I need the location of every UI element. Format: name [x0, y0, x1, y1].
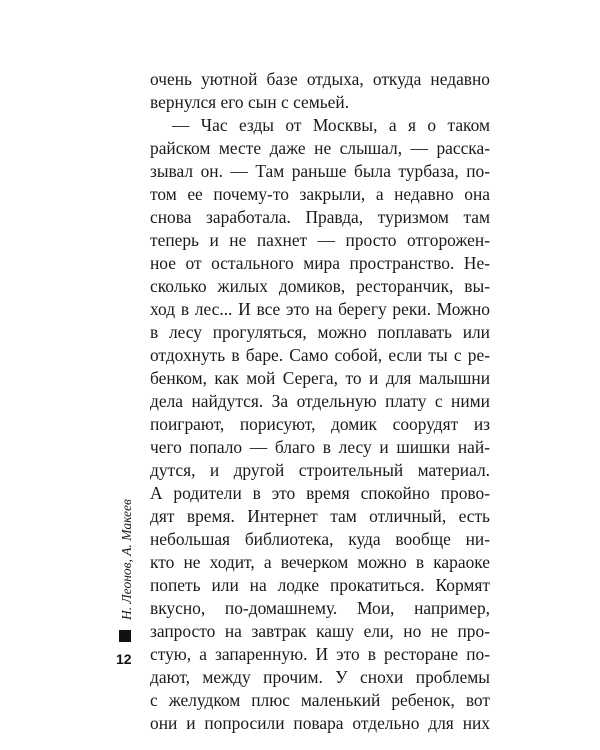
- body-line: — Час езды от Москвы, а я о таком: [172, 115, 490, 135]
- body-line: зывал он. — Там раньше была турбаза, по-: [150, 161, 490, 181]
- body-line: кто не ходит, а вечерком можно в караоке: [150, 552, 490, 572]
- body-line: ход в лес... И все это на берегу реки. Можно: [150, 299, 490, 319]
- page-number: 12: [116, 651, 132, 667]
- body-line: небольшая библиотека, куда вообще ни-: [150, 529, 490, 549]
- body-line: в лесу прогуляться, можно поплавать или: [150, 322, 490, 342]
- body-line: стую, а запаренную. И это в ресторане по-: [150, 644, 490, 664]
- folio-marker-square: [119, 630, 131, 642]
- body-line: запросто на завтрак кашу ели, но не про-: [150, 621, 490, 641]
- body-line: с желудком плюс маленький ребенок, вот: [150, 690, 490, 710]
- body-line: бенком, как мой Серега, то и для малышни: [150, 368, 490, 388]
- body-line: том ее почему-то закрыли, а недавно она: [150, 184, 490, 204]
- body-line: вернулся его сын с семьей.: [150, 92, 350, 112]
- body-line: райском месте даже не слышал, — расска-: [150, 138, 490, 158]
- running-head-text: Н. Леонов, А. Макеев: [119, 499, 134, 620]
- body-line: дутся, и другой строительный материал.: [150, 460, 490, 480]
- body-line: вкусно, по-домашнему. Мои, например,: [150, 598, 490, 618]
- running-head: [118, 440, 136, 620]
- body-line: они и попросили повара отдельно для них: [150, 713, 490, 733]
- body-text: [150, 68, 490, 735]
- body-line: поиграют, порисуют, домик соорудят из: [150, 414, 490, 434]
- body-line: отдохнуть в баре. Само собой, если ты с ре-: [150, 345, 490, 365]
- body-line: снова заработала. Правда, туризмом там: [150, 207, 490, 227]
- body-line: попеть или на лодке прокатиться. Кормят: [150, 575, 490, 595]
- body-line: дают, между прочим. У снохи проблемы: [150, 667, 490, 687]
- body-line: дела найдутся. За отдельную плату с ними: [150, 391, 490, 411]
- body-line: очень уютной базе отдыха, откуда недавно: [150, 69, 490, 89]
- body-line: теперь и не пахнет — просто отгорожен-: [150, 230, 490, 250]
- body-line: чего попало — благо в лесу и шишки най-: [150, 437, 490, 457]
- body-line: А родители в это время спокойно прово-: [150, 483, 490, 503]
- body-line: ное от остального мира пространство. Не-: [150, 253, 490, 273]
- body-line: сколько жилых домиков, ресторанчик, вы-: [150, 276, 490, 296]
- body-line: дят время. Интернет там отличный, есть: [150, 506, 490, 526]
